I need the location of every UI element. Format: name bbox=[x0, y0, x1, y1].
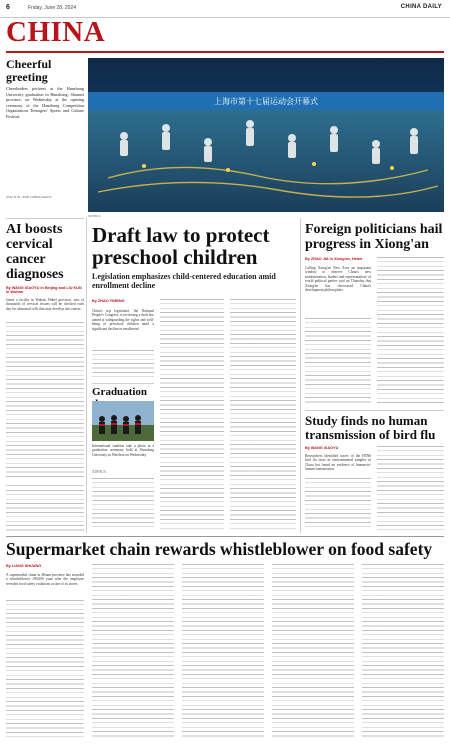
draft-headline: Draft law to protect preschool children bbox=[92, 223, 270, 269]
ai-headline: AI boosts cervical cancer diagnoses bbox=[6, 222, 64, 282]
draft-byline: By ZHAO YIMENG bbox=[92, 299, 125, 303]
study-body-col1 bbox=[305, 478, 371, 530]
divider bbox=[92, 383, 154, 384]
draft-body-col2 bbox=[160, 299, 224, 531]
foreign-body-col2 bbox=[377, 257, 444, 406]
foreign-byline: By ZHAO JIA in Xiong'an, Hebei bbox=[305, 257, 363, 261]
supermarket-body-col5 bbox=[362, 564, 444, 740]
page-number: 6 bbox=[6, 4, 10, 11]
graduation-caption: International students take a photo at a graduation ceremony held at Shandong University in Weizhou on Wednesday. bbox=[92, 444, 154, 457]
section-title: CHINA bbox=[6, 16, 106, 48]
graduation-title: Graduation bbox=[92, 386, 148, 398]
ai-body-text-continued bbox=[6, 490, 84, 532]
ai-lead: Jamie a facility in Wuhan, Hubei province, tens of thousands of cervical tissues will be checked each day for abnormal cells that may develop into cancer. bbox=[6, 298, 84, 311]
divider bbox=[6, 218, 84, 219]
sidebar-headline: Cheerful greeting bbox=[6, 57, 52, 84]
section-rule bbox=[6, 51, 444, 53]
foreign-headline: Foreign politicians hail progress in Xiong'an bbox=[305, 222, 443, 252]
divider bbox=[6, 536, 444, 537]
foreign-body-col1 bbox=[305, 318, 371, 406]
study-lead: Researchers identified traces of the H5N6 bird flu virus in environmental samples in China but found no evidence of human-to-human transmission. bbox=[305, 454, 371, 472]
ai-byline: By WANG XIAOYU in Beijing and LIU KUN in Wuhan bbox=[6, 286, 82, 294]
sidebar-credit: ZOU JUN / FOR CHINA DAILY bbox=[6, 195, 52, 199]
supermarket-body-col2 bbox=[92, 564, 174, 740]
photo-banner-text: 上海市第十七届运动会开幕式 bbox=[214, 97, 318, 106]
gymnastics-photo bbox=[88, 58, 444, 212]
draft-lead: China's top legislature, the National People's Congress, is reviewing a draft law aimed at safeguarding the rights and well-being of preschool children amid a significant decline in enrollment. bbox=[92, 309, 154, 331]
study-headline: Study finds no human transmission of bird flu bbox=[305, 413, 436, 442]
sidebar-lead: Cheerleaders perform at the Hanzhong University graduation in Hanzhong, Shaanxi province, on Wednesday at the opening ceremony of the Hanzhong Competition Organization Teenagers' Sports and Culture Festival. bbox=[6, 86, 84, 119]
draft-subhead: Legislation emphasizes child-centered education amid enrollment decline bbox=[92, 272, 276, 290]
graduation-photo bbox=[92, 401, 154, 441]
date-line: Friday, June 28, 2024 bbox=[28, 5, 76, 11]
supermarket-body-col4 bbox=[272, 564, 354, 740]
draft-body-col1-continued bbox=[92, 478, 154, 530]
divider bbox=[305, 410, 444, 411]
photo-credit: XINHUA bbox=[88, 214, 101, 218]
supermarket-body-col3 bbox=[182, 564, 264, 740]
study-byline: By WANG XIAOYU bbox=[305, 446, 339, 450]
study-body-col2 bbox=[377, 446, 444, 530]
supermarket-body-col1 bbox=[6, 600, 84, 740]
ai-body-text bbox=[6, 322, 84, 480]
publication-name: CHINA DAILY bbox=[400, 4, 442, 10]
column-divider bbox=[86, 218, 87, 533]
graduation-credit: XINHUA bbox=[92, 470, 107, 474]
supermarket-lead: A supermarket chain in Henan province has awarded a whistleblower 100,000 yuan after the employee revealed food safety violations at one of its stores. bbox=[6, 573, 84, 586]
graduation-photo-illustration bbox=[92, 401, 154, 441]
photo-illustration bbox=[88, 58, 444, 212]
foreign-lead: Calling Xiong'an New Area an important window to observe China's new modernization, leaders and representatives of world political parties said on Thursday that Xiong'an has showcased China's development philosophies. bbox=[305, 266, 371, 293]
draft-body-col1 bbox=[92, 350, 154, 380]
column-divider bbox=[300, 218, 301, 533]
supermarket-byline: By LIANG SHUANG bbox=[6, 564, 42, 568]
draft-body-col3 bbox=[230, 299, 296, 531]
supermarket-headline: Supermarket chain rewards whistleblower on food safety bbox=[6, 539, 433, 559]
divider bbox=[6, 485, 84, 486]
